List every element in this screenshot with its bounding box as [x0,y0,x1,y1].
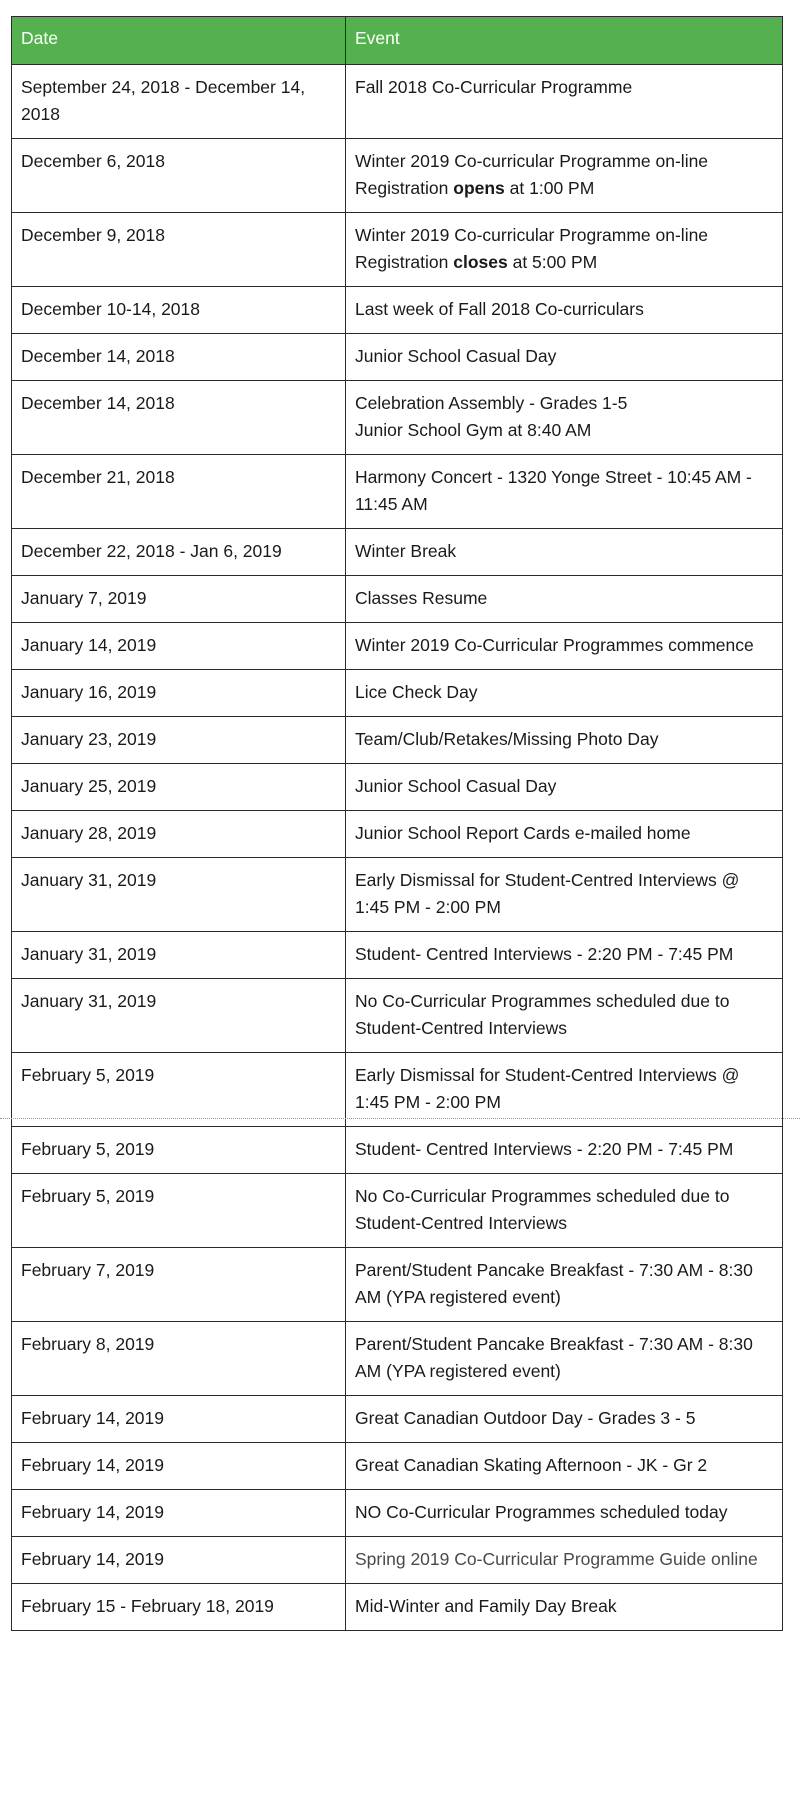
header-row [12,17,783,65]
event-date: September 24, 2018 - December 14, 2018 [12,65,346,139]
table-row [12,623,783,670]
event-text: Classes Resume [355,588,488,608]
table-row [12,717,783,764]
event-date: December 14, 2018 [12,381,346,455]
event-text: at 5:00 PM [507,252,598,272]
event-date: January 25, 2019 [12,764,346,811]
event-description [346,1127,783,1174]
event-description [346,1443,783,1490]
event-text: Winter 2019 Co-curricular Programme on-line Registration [355,225,709,272]
table-row [12,1443,783,1490]
table-row [12,576,783,623]
table-row [12,287,783,334]
table-row [12,1174,783,1248]
table-row [12,1537,783,1584]
event-description [346,811,783,858]
table-row [12,139,783,213]
date-column-header: Date [12,17,346,65]
event-text: Last week of Fall 2018 Co-curriculars [355,299,644,319]
event-description [346,1248,783,1322]
event-date: December 10-14, 2018 [12,287,346,334]
table-row [12,1053,783,1127]
event-date: December 22, 2018 - Jan 6, 2019 [12,529,346,576]
table-row [12,334,783,381]
event-description [346,623,783,670]
table-row [12,529,783,576]
event-text: Great Canadian Skating Afternoon - JK - Gr 2 [355,1455,708,1475]
event-date: February 5, 2019 [12,1127,346,1174]
event-date: February 5, 2019 [12,1174,346,1248]
event-column-header: Event [346,17,783,65]
event-text: Mid-Winter and Family Day Break [355,1596,617,1616]
events-calendar-table-wrapper [11,16,782,1631]
event-text: Student- Centred Interviews - 2:20 PM - 7:45 PM [355,944,734,964]
guide-link[interactable]: Spring 2019 Co-Curricular Programme Guide online [355,1549,758,1569]
event-date: December 21, 2018 [12,455,346,529]
event-date: January 14, 2019 [12,623,346,670]
page-break-divider [0,1118,800,1119]
table-row [12,764,783,811]
event-date: December 14, 2018 [12,334,346,381]
events-calendar-table [11,16,783,1631]
event-description [346,858,783,932]
table-row [12,1127,783,1174]
event-date: January 28, 2019 [12,811,346,858]
event-text: Celebration Assembly - Grades 1-5 [355,393,628,413]
event-date: January 31, 2019 [12,979,346,1053]
event-date: February 5, 2019 [12,1053,346,1127]
event-description [346,576,783,623]
event-text: Lice Check Day [355,682,478,702]
table-row [12,455,783,529]
event-date: February 14, 2019 [12,1396,346,1443]
table-row [12,979,783,1053]
event-text: Parent/Student Pancake Breakfast - 7:30 AM - 8:30 AM (YPA registered event) [355,1260,753,1307]
event-text: Harmony Concert - 1320 Yonge Street - 10:45 AM - 11:45 AM [355,467,752,514]
event-description [346,1174,783,1248]
event-text: Fall 2018 Co-Curricular Programme [355,77,633,97]
table-row [12,670,783,717]
event-text: Winter 2019 Co-Curricular Programmes commence [355,635,754,655]
event-text: Junior School Report Cards e-mailed home [355,823,691,843]
event-emphasis: closes [453,252,508,272]
event-description [346,334,783,381]
table-row [12,65,783,139]
event-text: Winter 2019 Co-curricular Programme on-line Registration [355,151,709,198]
event-date: December 6, 2018 [12,139,346,213]
event-description[interactable] [346,1537,783,1584]
event-description [346,717,783,764]
event-date: February 7, 2019 [12,1248,346,1322]
event-description [346,1490,783,1537]
event-description [346,1322,783,1396]
table-header [12,17,783,65]
table-row [12,1396,783,1443]
event-date: January 16, 2019 [12,670,346,717]
event-description [346,670,783,717]
event-description [346,1396,783,1443]
table-row [12,213,783,287]
event-description [346,381,783,455]
event-description [346,979,783,1053]
event-text: Winter Break [355,541,457,561]
table-row [12,1248,783,1322]
event-date: January 7, 2019 [12,576,346,623]
event-text: No Co-Curricular Programmes scheduled due to Student-Centred Interviews [355,991,730,1038]
event-text: Junior School Casual Day [355,346,557,366]
event-text: at 1:00 PM [504,178,595,198]
table-row [12,811,783,858]
event-description [346,1053,783,1127]
event-text: Team/Club/Retakes/Missing Photo Day [355,729,659,749]
table-row [12,1584,783,1631]
event-emphasis: opens [453,178,505,198]
event-date: January 31, 2019 [12,932,346,979]
event-description [346,1584,783,1631]
event-date: December 9, 2018 [12,213,346,287]
event-description [346,455,783,529]
table-body [12,65,783,1631]
event-text: Student- Centred Interviews - 2:20 PM - 7:45 PM [355,1139,734,1159]
table-row [12,858,783,932]
event-description [346,529,783,576]
event-date: February 15 - February 18, 2019 [12,1584,346,1631]
table-row [12,381,783,455]
event-date: February 14, 2019 [12,1443,346,1490]
event-description [346,65,783,139]
event-description [346,764,783,811]
event-text: Early Dismissal for Student-Centred Interviews @ 1:45 PM - 2:00 PM [355,870,740,917]
event-description [346,139,783,213]
event-text: Parent/Student Pancake Breakfast - 7:30 AM - 8:30 AM (YPA registered event) [355,1334,753,1381]
event-text: No Co-Curricular Programmes scheduled due to Student-Centred Interviews [355,1186,730,1233]
table-row [12,932,783,979]
event-date: February 14, 2019 [12,1490,346,1537]
event-date: January 31, 2019 [12,858,346,932]
event-description [346,213,783,287]
event-text: NO Co-Curricular Programmes scheduled today [355,1502,728,1522]
event-description [346,287,783,334]
event-date: January 23, 2019 [12,717,346,764]
table-row [12,1490,783,1537]
event-text: Junior School Casual Day [355,776,557,796]
table-row [12,1322,783,1396]
event-text: Early Dismissal for Student-Centred Interviews @ 1:45 PM - 2:00 PM [355,1065,740,1112]
event-date: February 8, 2019 [12,1322,346,1396]
event-text: Junior School Gym at 8:40 AM [355,420,592,440]
event-date: February 14, 2019 [12,1537,346,1584]
event-text: Great Canadian Outdoor Day - Grades 3 - 5 [355,1408,696,1428]
event-description [346,932,783,979]
